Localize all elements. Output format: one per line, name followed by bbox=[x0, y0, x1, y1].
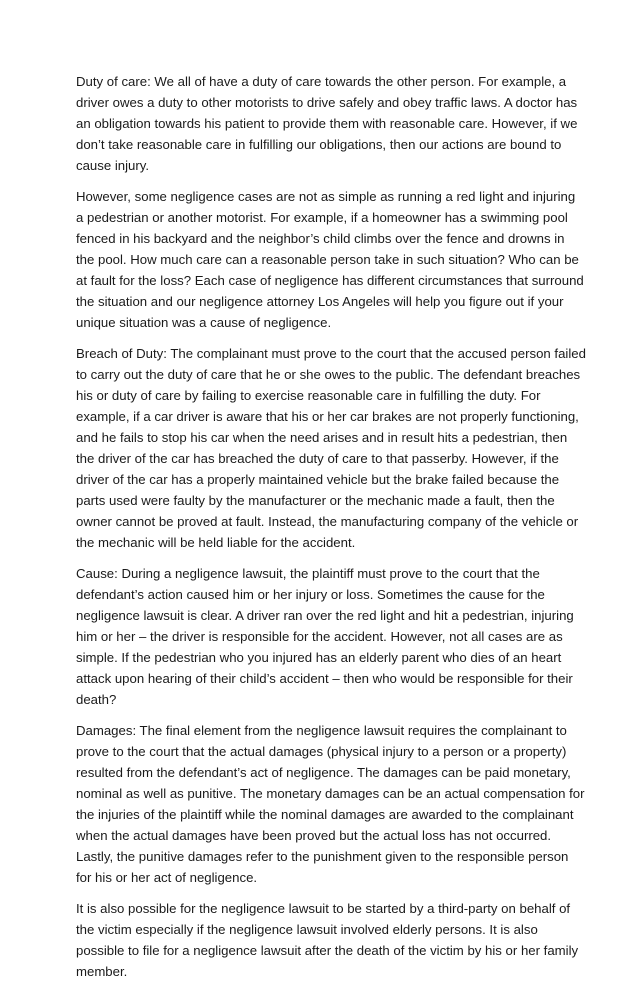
paragraph-negligence-cases: However, some negligence cases are not as simple as running a red light and injuring a pedestrian or another motorist. For example, if a homeowner has a swimming pool fenced in his backyard and the neighbor’s child climbs over the fence and drowns in the pool. How much care can a reasonable person take in such situation? Who can be at fault for the loss? Each case of negligence has different circumstances that surround the situation and our negligence attorney Los Angeles will help you figure out if your unique situation was a cause of negligence. bbox=[76, 189, 584, 330]
paragraph-cause: Cause: During a negligence lawsuit, the plaintiff must prove to the court that the defendant’s action caused him or her injury or loss. Sometimes the cause for the negligence lawsuit is clear. A driver ran over the red light and hit a pedestrian, injuring him or her – the driver is responsible for the accident. However, not all cases are as simple. If the pedestrian who you injured has an elderly parent who dies of an heart attack upon hearing of their child’s accident – then who would be responsible for their death? bbox=[76, 566, 574, 707]
paragraph-duty-of-care: Duty of care: We all of have a duty of care towards the other person. For example, a driver owes a duty to other motorists to drive safely and obey traffic laws. A doctor has an obligation towards his patient to provide them with reasonable care. However, if we don’t take reasonable care in fulfilling our obligations, then our actions are bound to cause injury. bbox=[76, 74, 578, 173]
paragraph-damages: Damages: The final element from the negligence lawsuit requires the complainant to prove to the court that the actual damages (physical injury to a person or a property) resulted from the defendant’s act of negligence. The damages can be paid monetary, nominal as well as punitive. The monetary damages can be an actual compensation for the injuries of the plaintiff while the nominal damages are awarded to the complainant when the actual damages have been proved but the actual loss has not occurred. Lastly, the punitive damages refer to the punishment given to the responsible person for his or her act of negligence. bbox=[76, 723, 585, 885]
paragraph-breach-of-duty: Breach of Duty: The complainant must prove to the court that the accused person failed to carry out the duty of care that he or she owes to the public. The defendant breaches his or duty of care by failing to exercise reasonable care in fulfilling the duty. For example, if a car driver is aware that his or her car brakes are not properly functioning, and he fails to stop his car when the need arises and in result hits a pedestrian, then the driver of the car has breached the duty of care to that passerby. However, if the driver of the car has a properly maintained vehicle but the brake failed because the parts used were faulty by the manufacturer or the mechanic made a fault, then the owner cannot be proved at fault. Instead, the manufacturing company of the vehicle or the mechanic will be held liable for the accident. bbox=[76, 346, 586, 550]
paragraph-third-party: It is also possible for the negligence lawsuit to be started by a third-party on behalf of the victim especially if the negligence lawsuit involved elderly persons. It is also possible to file for a negligence lawsuit after the death of the victim by his or her family member. bbox=[76, 901, 579, 979]
